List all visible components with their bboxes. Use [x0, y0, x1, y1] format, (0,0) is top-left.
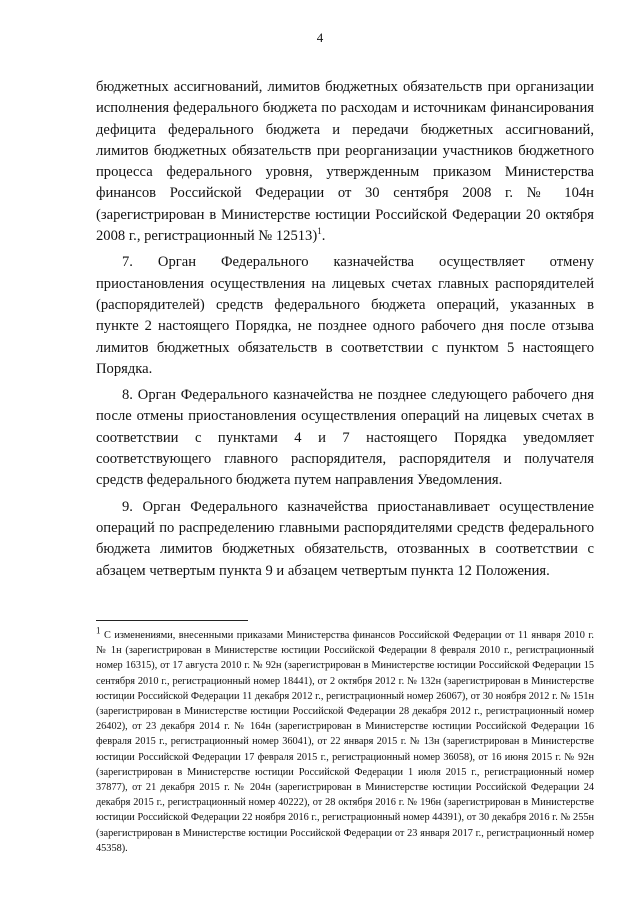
paragraph-continuation — [96, 77, 594, 247]
paragraph-text: бюджетных ассигнований, лимитов бюджетных обязательств при организации исполнения федерального бюджета по расходам и источникам финансирования дефицита федерального бюджета и передачи бюджетных ассигнований, лимитов бюджетных обязательств при реорганизации участников бюджетного процесса федерального уровня, утвержденным приказом Министерства финансов Российской Федерации от 30 сентября 2008 г. № 104н (зарегистрирован в Министерстве юстиции Российской Федерации 20 октября 2008 г., регистрационный № 12513) — [96, 79, 594, 245]
footnote-text: С изменениями, внесенными приказами Министерства финансов Российской Федерации от 11 января 2010 г. № 1н (зарегистрирован в Министерстве юстиции Российской Федерации 8 февраля 2010 г., регистрационный номер 16315), от 17 августа 2010 г. № 92н (зарегистрирован в Министерстве юстиции Российской Федерации 15 сентября 2010 г., регистрационный номер 18441), от 2 октября 2012 г. № 132н (зарегистрирован в Министерстве юстиции Российской Федерации 11 декабря 2012 г., регистрационный номер 26067), от 30 ноября 2012 г. № 151н (зарегистрирован в Министерстве юстиции Российской Федерации 28 декабря 2012 г., регистрационный номер 26402), от 23 декабря 2014 г. № 164н (зарегистрирован в Министерстве юстиции Российской Федерации 16 февраля 2015 г., регистрационный номер 36041), от 22 января 2015 г. № 13н (зарегистрирован в Министерстве юстиции Российской Федерации 17 февраля 2015 г., регистрационный номер 36058), от 16 июня 2015 г. № 92н (зарегистрирован в Министерстве юстиции Российской Федерации 1 июля 2015 г., регистрационный номер 37877), от 21 декабря 2015 г. № 204н (зарегистрирован в Министерстве юстиции Российской Федерации 24 декабря 2015 г., регистрационный номер 40222), от 28 октября 2016 г. № 196н (зарегистрирован в Министерстве юстиции Российской Федерации 22 ноября 2016 г., регистрационный номер 44391), от 30 декабря 2016 г. № 255н (зарегистрирован в Министерстве юстиции Российской Федерации от 23 января 2017 г., регистрационный номер 45358). — [96, 630, 594, 854]
paragraph-item-7: 7. Орган Федерального казначейства осуществляет отмену приостановления осуществления на лицевых счетах главных распорядителей (распорядителей) средств федерального бюджета операций, указанных в пункте 2 настоящего Порядка, не позднее одного рабочего дня после отзыва лимитов бюджетных обязательств в соответствии с пунктом 5 настоящего Порядка. — [96, 254, 594, 377]
paragraph-item-9: 9. Орган Федерального казначейства приостанавливает осуществление операций по распределению главными распорядителями средств федерального бюджета лимитов бюджетных обязательств, отозванных в соответствии с абзацем четвертым пункта 9 и абзацем четвертым пункта 12 Положения. — [96, 498, 594, 579]
document-body — [96, 77, 594, 587]
paragraph-item-8: 8. Орган Федерального казначейства не позднее следующего рабочего дня после отмены приостановления осуществления операций на лицевых счетах в соответствии с пунктами 4 и 7 настоящего Порядка уведомляет соответствующего главного распорядителя, распорядителя и получателя средств федерального бюджета путем направления Уведомления. — [96, 387, 594, 489]
page-number: 4 — [316, 30, 324, 45]
footnote-mark: 1 — [96, 625, 101, 636]
footnote-reference[interactable]: 1 — [317, 226, 322, 237]
footnote — [96, 625, 594, 856]
paragraph-tail: . — [321, 228, 326, 245]
footnote-separator — [96, 620, 248, 621]
